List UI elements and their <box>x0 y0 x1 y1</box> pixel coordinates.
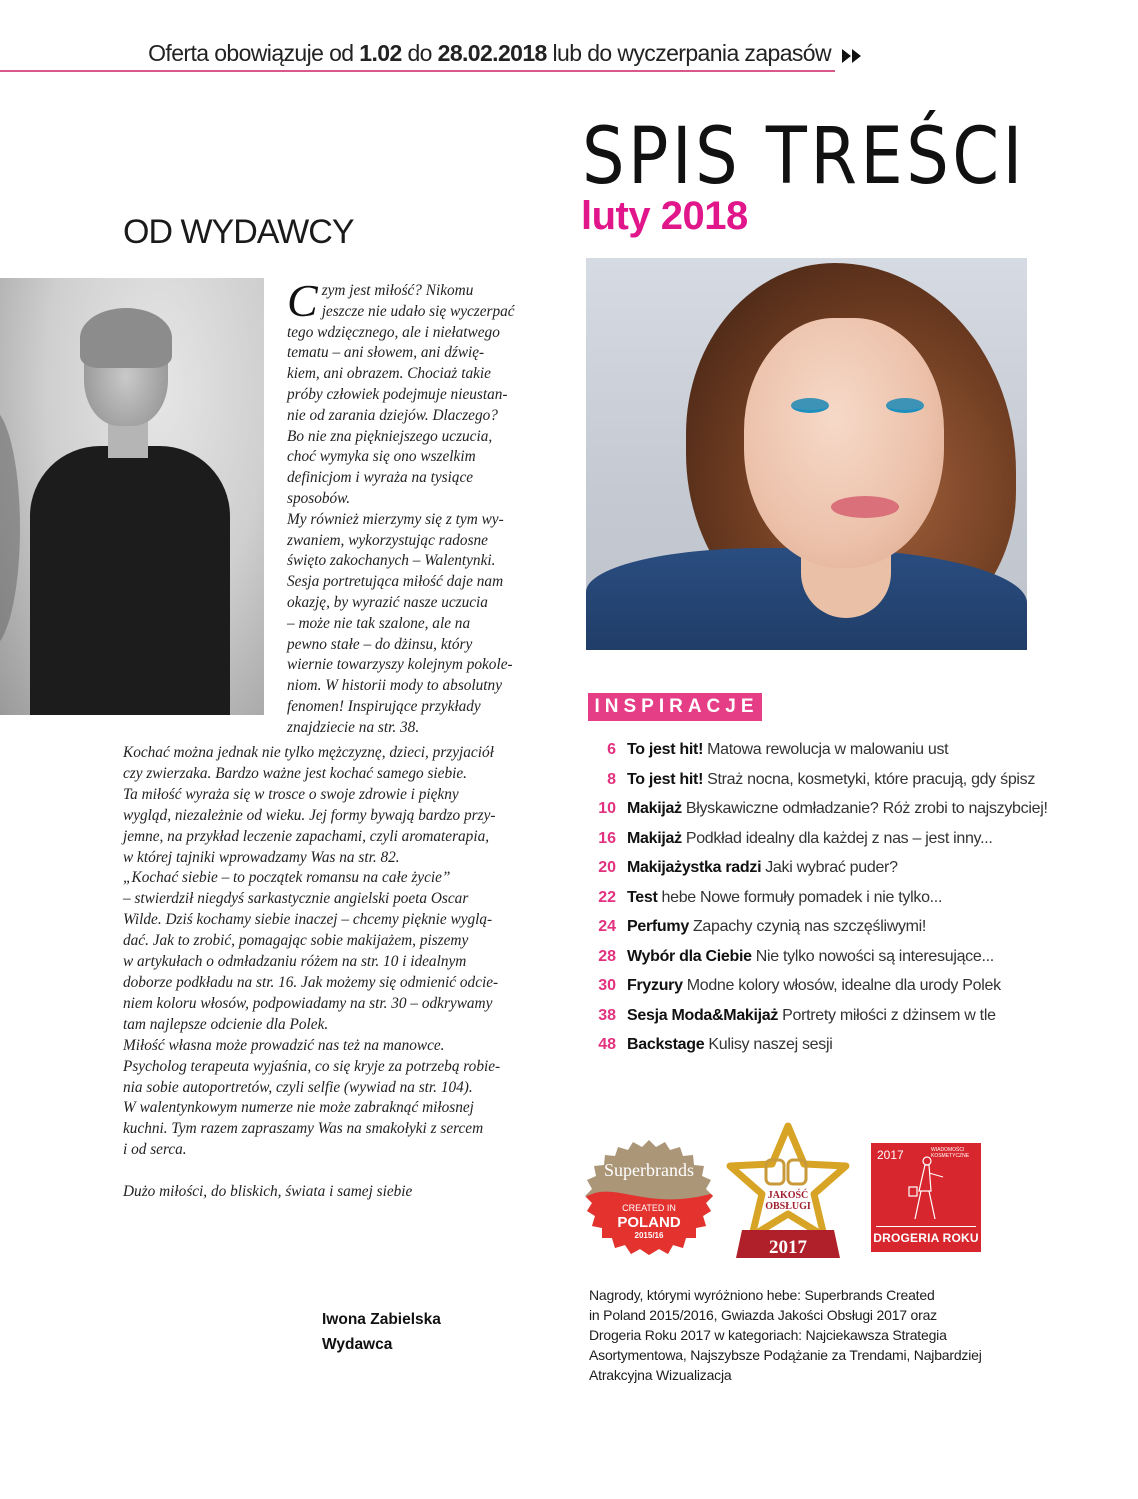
woman-shopping-icon <box>901 1153 946 1223</box>
signature-role: Wydawca <box>322 1336 393 1353</box>
toc-description: Matowa rewolucja w malowaniu ust <box>707 741 949 758</box>
text-line: fenomen! Inspirujące przykłady <box>287 697 481 715</box>
text-line: W walentynkowym numerze nie może zabraknąć miłosnej <box>123 1099 474 1117</box>
offer-prefix: Oferta obowiązuje od <box>148 40 360 66</box>
toc-page-number: 28 <box>598 947 616 965</box>
text-line: znajdziecie na str. 38. <box>287 718 420 736</box>
text-line: Nagrody, którymi wyróżniono hebe: Superbrands Created <box>589 1287 935 1303</box>
text-line: czy zwierzaka. Bardzo ważne jest kochać samego siebie. <box>123 764 467 782</box>
text-line: „Kochać siebie – to początek romansu na całe życie” <box>123 869 451 887</box>
text-line: i od serca. <box>123 1141 187 1159</box>
svg-text:POLAND: POLAND <box>617 1214 681 1231</box>
toc-item[interactable] <box>586 1036 1066 1066</box>
text-line: tematu – ani słowem, ani dźwię- <box>287 344 485 362</box>
text-line: nia sobie autoportretów, czyli selfie (wywiad na str. 104). <box>123 1078 473 1096</box>
text-line: wiernie towarzyszy kolejnym pokole- <box>287 656 513 674</box>
toc-page-number: 30 <box>598 977 616 994</box>
toc-item[interactable] <box>586 830 1066 860</box>
photo-shadow <box>0 408 20 648</box>
toc-category: Fryzury <box>627 977 683 994</box>
toc-item[interactable] <box>586 859 1066 889</box>
toc-description: Portrety miłości z dżinsem w tle <box>782 1006 996 1024</box>
toc-description: Błyskawiczne odmładzanie? Róż zrobi to najszybciej! <box>685 800 1048 817</box>
toc-description: Straż nocna, kosmetyki, które pracują, gdy śpisz <box>707 770 1036 788</box>
toc-item[interactable] <box>586 1007 1066 1037</box>
text-line: jeszcze nie udało się wyczerpać <box>321 302 515 320</box>
photo-model-lips <box>831 496 899 518</box>
text-line: dać. Jak to zrobić, pomagając sobie makijażem, piszemy <box>123 932 469 950</box>
text-line: zym jest miłość? Nikomu <box>321 282 474 299</box>
offer-suffix: lub do wyczerpania zapasów <box>546 40 831 66</box>
text-line: w której tajniki wprowadzamy Was na str. 82. <box>123 848 400 866</box>
toc-description: Podkład idealny dla każdej z nas – jest inny... <box>685 829 993 847</box>
text-line: tam najlepsze odcienie dla Polek. <box>123 1015 329 1033</box>
drogeria-roku-award <box>871 1143 981 1252</box>
toc-item[interactable] <box>586 800 1066 830</box>
text-line: kuchni. Tym razem zapraszamy Was na smakołyki z sercem <box>123 1120 484 1138</box>
text-line: doborze podkładu na str. 16. Jak możemy się odmienić odcie- <box>123 973 499 991</box>
photo-figure-hair <box>80 308 172 368</box>
offer-date-from: 1.02 <box>359 40 402 66</box>
toc-description: Modne kolory włosów, idealne dla urody Polek <box>686 977 1001 994</box>
text-line: jemne, na przykład leczenie zapachami, czyli aromaterapia, <box>123 827 490 845</box>
text-line: Drogeria Roku 2017 w kategoriach: Najciekawsza Strategia <box>589 1327 947 1343</box>
svg-text:OBSŁUGI: OBSŁUGI <box>765 1201 811 1212</box>
closing-line: Dużo miłości, do bliskich, świata i samej siebie <box>123 1183 413 1201</box>
editorial-title: OD WYDAWCY <box>123 213 354 251</box>
toc-page-number: 10 <box>598 800 616 817</box>
text-line: Ta miłość wyraża się w trosce o swoje zdrowie i piękny <box>123 785 459 803</box>
photo-model-eye <box>791 398 829 413</box>
toc-description: hebe Nowe formuły pomadek i nie tylko... <box>661 888 943 906</box>
text-line: niem koloru włosów, podpowiadamy na str. 30 – odkrywamy <box>123 994 493 1012</box>
toc-category: Makijaż <box>627 800 682 817</box>
text-line: Wilde. Dziś kochamy siebie inaczej – chcemy pięknie wyglą- <box>123 911 493 929</box>
offer-mid: do <box>401 40 438 66</box>
text-line: – może nie tak szalone, ale na <box>287 614 471 632</box>
award-publisher: WIADOMOŚCI KOSMETYCZNE <box>931 1147 970 1159</box>
offer-text <box>148 40 831 67</box>
text-line: pewno stałe – do dżinsu, który <box>287 635 473 653</box>
toc-page-number: 20 <box>598 859 616 876</box>
text-line: – stwierdził niegdyś sarkastycznie angielski poeta Oscar <box>123 890 469 908</box>
text-line: Bo nie zna piękniejszego uczucia, <box>287 427 493 445</box>
toc-item[interactable] <box>586 889 1066 919</box>
offer-banner <box>0 38 835 72</box>
table-of-contents <box>586 741 1066 1066</box>
svg-text:Superbrands: Superbrands <box>604 1160 694 1180</box>
text-line: choć wymyka się ono wszelkim <box>287 448 476 466</box>
toc-description: Nie tylko nowości są interesujące... <box>755 947 994 965</box>
offer-date-to: 28.02.2018 <box>437 40 547 66</box>
text-line: Miłość własna może prowadzić nas też na manowce. <box>123 1036 445 1054</box>
superbrands-award-badge <box>584 1138 714 1256</box>
text-line: Psycholog terapeuta wyjaśnia, co się kryje za potrzebą robie- <box>123 1057 501 1075</box>
toc-category: Test <box>627 888 658 906</box>
text-line: próby człowiek podejmuje nieustan- <box>287 385 508 403</box>
toc-item[interactable] <box>586 977 1066 1007</box>
text-line: My również mierzymy się z tym wy- <box>287 510 504 528</box>
toc-description: Kulisy naszej sesji <box>708 1036 833 1053</box>
awards-caption <box>589 1285 1009 1385</box>
toc-item[interactable] <box>586 771 1066 801</box>
text-line: Kochać można jednak nie tylko mężczyznę, dzieci, przyjaciół <box>123 744 494 761</box>
svg-text:2017: 2017 <box>769 1237 807 1258</box>
text-line: niom. W historii mody to absolutny <box>287 677 503 695</box>
text-line: zwaniem, wykorzystując radosne <box>287 531 488 549</box>
svg-text:JAKOŚĆ: JAKOŚĆ <box>767 1190 809 1201</box>
text-line: Asortymentowa, Najszybsze Podążanie za Trendami, Najbardziej <box>589 1347 982 1363</box>
text-line: Atrakcyjna Wizualizacja <box>589 1367 732 1383</box>
text-line: definicjom i wyraża na tysiące <box>287 469 474 487</box>
toc-page-number: 38 <box>598 1006 616 1024</box>
text-line: okazję, by wyrazić nasze uczucia <box>287 593 488 611</box>
contents-title: SPIS TREŚCI <box>582 112 1026 202</box>
award-year: 2017 <box>877 1148 904 1162</box>
toc-item[interactable] <box>586 918 1066 948</box>
editorial-intro <box>287 275 525 739</box>
text-line: sposobów. <box>287 489 351 507</box>
signature <box>322 1307 441 1357</box>
photo-model-face <box>744 318 944 568</box>
toc-category: Backstage <box>627 1036 705 1053</box>
section-badge-inspiracje: INSPIRACJE <box>588 693 762 721</box>
blank-line <box>123 1161 523 1182</box>
toc-page-number: 8 <box>607 770 616 788</box>
toc-category: Sesja Moda&Makijaż <box>627 1006 779 1024</box>
toc-category: Wybór dla Ciebie <box>627 947 752 965</box>
publisher-portrait-photo <box>0 278 264 715</box>
toc-item[interactable] <box>586 948 1066 978</box>
toc-category: Makijażystka radzi <box>627 859 762 876</box>
text-line: nie od zarania dziejów. Dlaczego? <box>287 406 498 424</box>
award-label: DROGERIA ROKU <box>873 1231 979 1245</box>
toc-item[interactable] <box>586 741 1066 771</box>
text-line: w artykułach o odmładzaniu różem na str. 10 i idealnym <box>123 953 467 971</box>
double-arrow-icon <box>842 47 864 65</box>
contents-issue-date: luty 2018 <box>581 194 748 238</box>
divider <box>876 1226 976 1227</box>
text-line: wygląd, niezależnie od wieku. Jej formy bywają bardzo przy- <box>123 806 496 824</box>
editorial-body <box>123 743 523 1203</box>
svg-text:CREATED IN: CREATED IN <box>622 1203 676 1213</box>
toc-page-number: 16 <box>598 829 616 847</box>
toc-description: Zapachy czynią nas szczęśliwymi! <box>692 918 927 935</box>
signature-name: Iwona Zabielska <box>322 1311 441 1328</box>
photo-model-eye <box>886 398 924 413</box>
drop-cap: C <box>287 275 318 326</box>
text-line: kiem, ani obrazem. Chociaż takie <box>287 365 491 383</box>
toc-description: Jaki wybrać puder? <box>765 859 898 876</box>
svg-text:2015/16: 2015/16 <box>634 1231 664 1240</box>
toc-category: Perfumy <box>627 918 689 935</box>
text-line: Sesja portretująca miłość daje nam <box>287 573 504 591</box>
toc-category: Makijaż <box>627 829 682 847</box>
toc-category: To jest hit! <box>627 770 704 788</box>
toc-page-number: 22 <box>598 888 616 906</box>
toc-category: To jest hit! <box>627 741 704 758</box>
text-line: in Poland 2015/2016, Gwiazda Jakości Obsługi 2017 oraz <box>589 1307 937 1323</box>
toc-page-number: 24 <box>598 918 616 935</box>
toc-page-number: 6 <box>607 741 616 758</box>
photo-figure-body <box>30 446 230 715</box>
jakosc-obslugi-star-award <box>724 1122 852 1260</box>
text-line: święto zakochanych – Walentynki. <box>287 552 496 570</box>
toc-page-number: 48 <box>598 1036 616 1053</box>
text-line: tego wdzięcznego, ale i niełatwego <box>287 323 500 341</box>
cover-model-photo <box>586 258 1027 650</box>
